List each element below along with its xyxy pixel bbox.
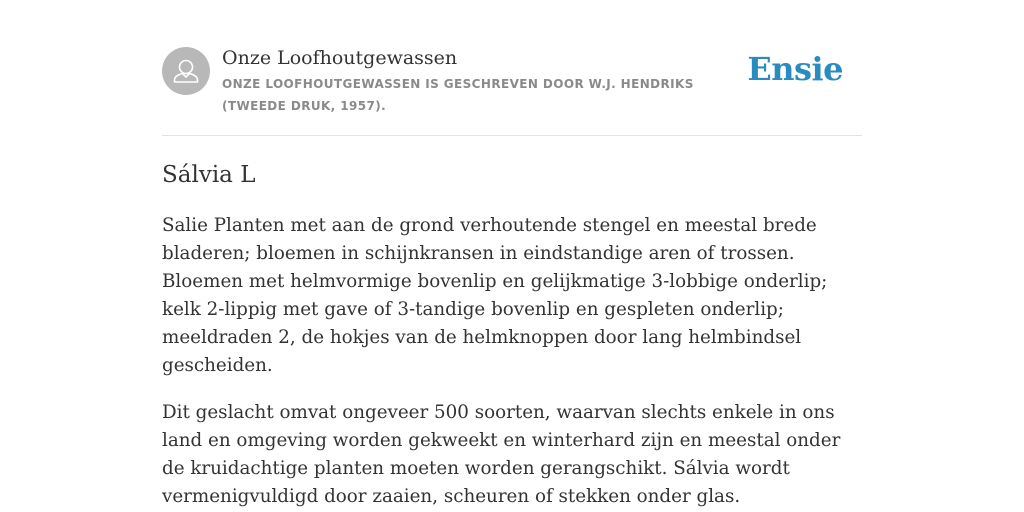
article-container — [162, 0, 862, 511]
entry-paragraph: Dit geslacht omvat ongeveer 500 soorten, waarvan slechts enkele in ons land en omgeving worden gekweekt en winterhard zijn en meestal onder de kruidachtige planten moeten worden gerangschikt. Sálvia wordt vermenigvuldigd door zaaien, scheuren of stekken onder glas. — [162, 402, 841, 507]
source-avatar[interactable] — [162, 47, 210, 95]
entry-title: Sálvia L — [162, 162, 256, 188]
source-description: ONZE LOOFHOUTGEWASSEN IS GESCHREVEN DOOR W.J. HENDRIKS (TWEEDE DRUK, 1957). — [222, 77, 694, 113]
entry-paragraph: Salie Planten met aan de grond verhoutende stengel en meestal brede bladeren; bloemen in schijnkransen in eindstandige aren of trossen. Bloemen met helmvormige bovenlip en gelijkmatige 3-lobbige onderlip; kelk 2-lippig met gave of 3-tandige bovenlip en gespleten onderlip; meeldraden 2, de hokjes van de helmknoppen door lang helmbindsel gescheiden. — [162, 215, 828, 376]
source-header — [162, 0, 862, 136]
source-info — [222, 45, 752, 117]
entry-body — [162, 212, 862, 511]
user-icon — [162, 47, 210, 95]
source-title[interactable]: Onze Loofhoutgewassen — [222, 47, 458, 69]
ensie-logo[interactable]: Ensie — [747, 50, 843, 88]
